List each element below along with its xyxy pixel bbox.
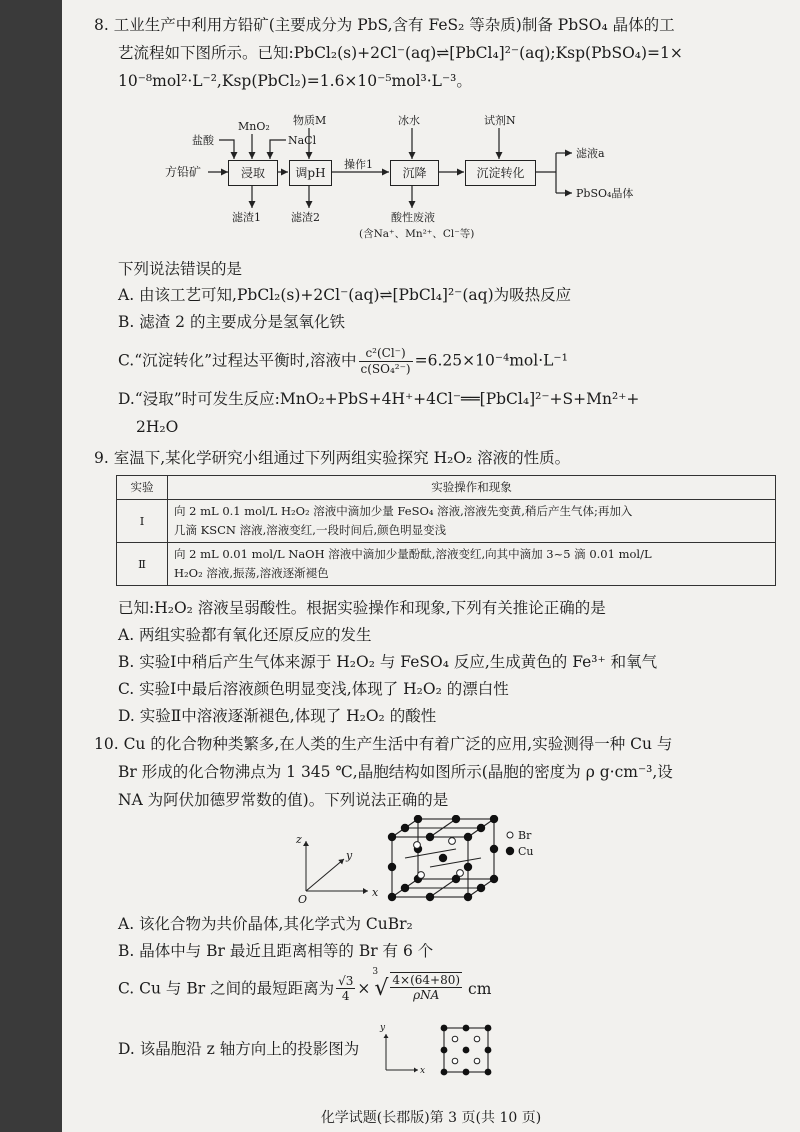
crystal-svg [292,815,592,905]
flow-in-m: 物质M [293,114,327,127]
flow-prod-filtrate: 滤液a [576,147,605,160]
q10-line3: NA 为阿伏加德罗常数的值)。下列说法正确的是 [118,791,449,809]
legend-br-symbol [507,832,513,838]
axis-x-label: x [372,886,379,899]
row1-line1: 向 2 mL 0.1 mol/L H₂O₂ 溶液中滴加少量 FeSO₄ 溶液,溶液先变黄,稍后产生气体;再加入 [174,504,633,518]
q10-option-c: C. Cu 与 Br 之间的最短距离为 $\frac{√3}{4}$ × 3 √ 4×(64+80) ρNA cm [118,967,492,1003]
flow-out-waste-ions: (含Na⁺、Mn²⁺、Cl⁻等) [359,228,475,240]
q8-line1: 8. 工业生产中利用方铅矿(主要成分为 PbS,含有 FeS₂ 等杂质)制备 PbSO₄ 晶体的工 [94,16,675,34]
q10-option-c-fraction [336,974,355,1003]
flow-box-settle: 沉降 [390,160,439,186]
flow-box-convert: 沉淀转化 [465,160,536,186]
q9-option-a: A. 两组实验都有氧化还原反应的发生 [118,626,372,644]
table-cell-id: Ⅱ [117,543,168,586]
q8-option-c-text: C.“沉淀转化”过程达平衡时,溶液中 [118,351,357,370]
q8-line3: 10⁻⁸mol²·L⁻²,Ksp(PbCl₂)=1.6×10⁻⁵mol³·L⁻³。 [118,72,472,90]
axis-origin-label: O [298,893,308,906]
flow-out-residue1: 滤渣1 [232,211,261,224]
q10-option-c-text: C. Cu 与 Br 之间的最短距离为 [118,979,335,998]
q10-option-c-frac-num: √3 [338,974,354,988]
br-atoms [414,838,464,879]
flow-prod-pbso4: PbSO₄晶体 [576,187,634,200]
row1-line2: 几滴 KSCN 溶液,溶液变红,一段时间后,颜色明显变浅 [174,523,447,537]
q8-option-c-value: =6.25×10⁻⁴mol·L⁻¹ [414,351,568,370]
q8-stem: 下列说法错误的是 [118,260,243,278]
axes [306,841,368,891]
q10-option-c-root-num: 4×(64+80) [392,973,461,987]
flow-in-nacl: NaCl [288,134,317,147]
projection-figure [380,1022,510,1078]
legend-cu-symbol [506,847,514,855]
q10-option-c-root-index: 3 [372,967,379,977]
projection-axes [386,1034,418,1070]
q8-option-a: A. 由该工艺可知,PbCl₂(s)+2Cl⁻(aq)⇌[PbCl₄]²⁻(aq)为吸热反应 [118,286,572,304]
table-cell-desc [168,543,776,586]
flow-in-icewater: 冰水 [398,114,420,127]
q8-option-b: B. 滤渣 2 的主要成分是氢氧化铁 [118,313,345,331]
row2-line1: 向 2 mL 0.01 mol/L NaOH 溶液中滴加少量酚酞,溶液变红,向其中滴加 3~5 滴 0.01 mol/L [174,547,652,561]
q10-option-c-root-fraction [390,972,462,1002]
table-row [117,500,776,543]
exam-page [62,0,800,1132]
q8-option-c-numerator: c²(Cl⁻) [359,346,413,362]
legend-br-label: Br [518,829,532,842]
projection-svg [380,1022,510,1078]
flow-out-waste: 酸性废液 [391,211,435,224]
q9-known: 已知:H₂O₂ 溶液呈弱酸性。根据实验操作和现象,下列有关推论正确的是 [118,599,606,617]
q10-option-d: D. 该晶胞沿 z 轴方向上的投影图为 [118,1040,360,1058]
projection-cu [441,1025,492,1076]
table-header-cell: 实验操作和现象 [168,476,776,500]
q10-option-c-unit: cm [468,979,492,998]
q8-option-d-line2: 2H₂O [136,418,179,436]
table-header-row [117,476,776,500]
flow-box-ph: 调pH [289,160,332,186]
page-footer: 化学试题(长郡版)第 3 页(共 10 页) [320,1110,542,1126]
table-cell-id: Ⅰ [117,500,168,543]
q10-option-b: B. 晶体中与 Br 最近且距离相等的 Br 有 6 个 [118,942,434,960]
flow-diagram [62,0,800,260]
flow-in-hcl: 盐酸 [192,134,214,147]
q10-option-c-root: 3 √ 4×(64+80) ρNA [372,967,461,1002]
q9-line1: 9. 室温下,某化学研究小组通过下列两组实验探究 H₂O₂ 溶液的性质。 [94,449,571,467]
row2-line2: H₂O₂ 溶液,振荡,溶液逐渐褪色 [174,566,329,580]
projection-axis-y: y [380,1023,386,1033]
q10-option-c-root-den: ρNA [413,988,440,1002]
projection-axis-x: x [420,1066,426,1076]
q9-option-d: D. 实验Ⅱ中溶液逐渐褪色,体现了 H₂O₂ 的酸性 [118,707,437,725]
q9-experiment-table [116,475,776,586]
legend-cu-label: Cu [518,845,534,858]
q10-line1: 10. Cu 的化合物种类繁多,在人类的生产生活中有着广泛的应用,实验测得一种 Cu 与 [94,735,673,753]
q8-option-c-fraction [359,346,413,377]
flow-box-leach: 浸取 [228,160,278,186]
flow-out-residue2: 滤渣2 [291,211,320,224]
q9-option-c: C. 实验Ⅰ中最后溶液颜色明显变浅,体现了 H₂O₂ 的漂白性 [118,680,509,698]
q8-option-c-denominator: c(SO₄²⁻) [360,362,411,376]
q8-option-d-line1: D.“浸取”时可发生反应:MnO₂+PbS+4H⁺+4Cl⁻══[PbCl₄]²⁻+S+Mn²⁺+ [118,390,640,408]
q9-option-b: B. 实验Ⅰ中稍后产生气体来源于 H₂O₂ 与 FeSO₄ 反应,生成黄色的 Fe³⁺ 和氧气 [118,653,658,671]
q8-line2: 艺流程如下图所示。已知:PbCl₂(s)+2Cl⁻(aq)⇌[PbCl₄]²⁻(aq);Ksp(PbSO₄)=1× [118,44,683,62]
flow-in-mno2: MnO₂ [238,120,270,133]
table-cell-desc [168,500,776,543]
flow-in-n: 试剂N [484,114,516,127]
axis-y-label: y [346,849,353,862]
q10-option-c-frac-den: 4 [341,989,350,1003]
table-row [117,543,776,586]
table-header-cell: 实验 [117,476,168,500]
q8-option-c [118,346,568,377]
axis-z-label: z [296,833,302,846]
flow-op1: 操作1 [344,158,373,171]
q10-option-a: A. 该化合物为共价晶体,其化学式为 CuBr₂ [118,915,413,933]
flow-raw: 方铅矿 [165,165,202,179]
crystal-figure [292,815,592,905]
q10-line2: Br 形成的化合物沸点为 1 345 ℃,晶胞结构如图所示(晶胞的密度为 ρ g·cm⁻³,设 [118,763,673,781]
